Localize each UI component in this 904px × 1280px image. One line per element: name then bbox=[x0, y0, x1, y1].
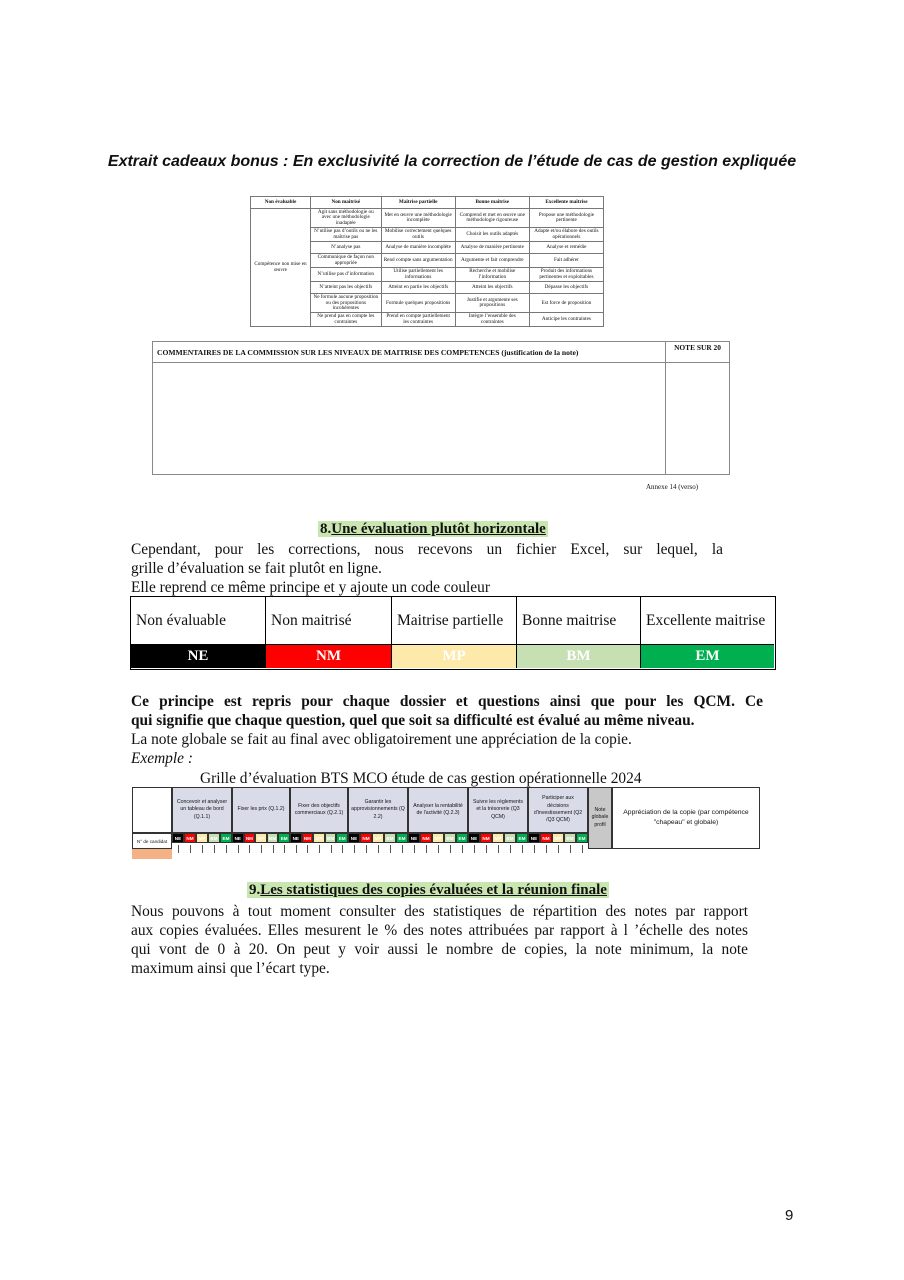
rubric-cell: Communique de façon non appropriée bbox=[311, 254, 382, 268]
rubric-cell: N’atteint pas les objectifs bbox=[311, 282, 382, 294]
rubric-cell: Adapte et/ou élabore des outils opérationnels bbox=[529, 228, 603, 242]
grid-code-cell: MP bbox=[432, 833, 444, 843]
section-9-heading bbox=[247, 882, 609, 899]
grid-entry-tick bbox=[307, 845, 308, 853]
grid-blank-header bbox=[132, 787, 172, 833]
rubric-cell: Comprend et met en œuvre une méthodologie rigoureuse bbox=[455, 209, 529, 228]
grid-code-cell: EM bbox=[576, 833, 588, 843]
rubric-cell: Produit des informations pertinentes et exploitables bbox=[529, 268, 603, 282]
grid-code-cell: NM bbox=[360, 833, 372, 843]
grid-code-cell: BM bbox=[444, 833, 456, 843]
grid-column-header: Suivre les règlements et la trésorerie (Q3 QCM) bbox=[468, 787, 528, 833]
section-8-title: Une évaluation plutôt horizontale bbox=[331, 521, 546, 537]
rubric-cell: N’analyse pas bbox=[311, 242, 382, 254]
grid-code-cell: BM bbox=[564, 833, 576, 843]
grid-entry-tick bbox=[378, 845, 379, 853]
legend-label-ne: Non évaluable bbox=[131, 597, 266, 644]
note-sur-20-label: NOTE SUR 20 bbox=[666, 342, 729, 363]
grid-code-cell: MP bbox=[196, 833, 208, 843]
rubric-cell: Ne prend pas en compte les contraintes bbox=[311, 313, 382, 327]
commission-header: COMMENTAIRES DE LA COMMISSION SUR LES NIVEAUX DE MAITRISE DES COMPETENCES (justification de la note) bbox=[153, 342, 665, 363]
grid-column-header: Fixer les prix (Q.1.2) bbox=[232, 787, 290, 833]
grid-code-cell: BM bbox=[384, 833, 396, 843]
rubric-cell: Choisit les outils adaptés bbox=[455, 228, 529, 242]
grid-entry-tick bbox=[474, 845, 475, 853]
grid-entry-tick bbox=[342, 845, 343, 853]
section-9-title: Les statistiques des copies évaluées et la réunion finale bbox=[260, 882, 607, 898]
legend-code-bm: BM bbox=[517, 644, 641, 668]
grid-code-cell: NM bbox=[244, 833, 256, 843]
legend-code-ne: NE bbox=[131, 644, 266, 668]
legend-code-nm: NM bbox=[266, 644, 392, 668]
grid-code-cell: BM bbox=[504, 833, 516, 843]
rubric-header: Bonne maîtrise bbox=[455, 197, 529, 209]
grid-column-header: Participer aux décisions d'investissement (Q2 /Q3 QCM) bbox=[528, 787, 588, 833]
grid-code-cell: EM bbox=[396, 833, 408, 843]
document-header-title: Extrait cadeaux bonus : En exclusivité la correction de l’étude de cas de gestion expliquée bbox=[107, 153, 797, 170]
legend-label-mp: Maitrise partielle bbox=[392, 597, 517, 644]
grid-entry-tick bbox=[510, 845, 511, 853]
example-label: Exemple : bbox=[131, 750, 193, 767]
grid-entry-tick bbox=[390, 845, 391, 853]
grid-candidate-cell bbox=[132, 849, 172, 859]
principle-bold-line1: Ce principe est repris pour chaque dossier et questions ainsi que pour les QCM. Ce bbox=[131, 693, 763, 710]
rubric-cell: Agit sans méthodologie ou avec une méthodologie inadaptée bbox=[311, 209, 382, 228]
grid-code-cell: NE bbox=[172, 833, 184, 843]
rubric-first-col: Compétence non mise en œuvre bbox=[251, 209, 311, 327]
grid-code-cell: MP bbox=[313, 833, 325, 843]
grid-candidate-label: N° de candidat bbox=[132, 833, 172, 849]
grid-entry-tick bbox=[190, 845, 191, 853]
annexe-label: Annexe 14 (verso) bbox=[646, 483, 699, 491]
grid-entry-tick bbox=[414, 845, 415, 853]
grid-appreciation: Appréciation de la copie (par compétence "chapeau" et globale) bbox=[612, 787, 760, 849]
grid-entry-tick bbox=[238, 845, 239, 853]
rubric-cell: Intègre l’ensemble des contraintes bbox=[455, 313, 529, 327]
grid-code-cell: NE bbox=[408, 833, 420, 843]
section-9-line4: maximum ainsi que l’écart type. bbox=[131, 960, 330, 977]
rubric-row bbox=[251, 209, 604, 228]
section-9-number: 9. bbox=[249, 882, 261, 898]
rubric-cell: Argumente et fait comprendre bbox=[455, 254, 529, 268]
rubric-cell: Analyse de manière pertinente bbox=[455, 242, 529, 254]
grid-entry-tick bbox=[546, 845, 547, 853]
grid-entry-tick bbox=[178, 845, 179, 853]
grid-entry-tick bbox=[582, 845, 583, 853]
grid-code-cell: NM bbox=[540, 833, 552, 843]
rubric-cell: Justifie et argumente ses propositions bbox=[455, 294, 529, 313]
rubric-header: Maîtrise partielle bbox=[381, 197, 455, 209]
section-8-heading bbox=[318, 521, 548, 538]
section-9-line2: aux copies évaluées. Elles mesurent le % des notes attribuées par rapport à l ’échelle des notes bbox=[131, 922, 748, 939]
legend-code-em: EM bbox=[641, 644, 774, 668]
section-8-para-line1: Cependant, pour les corrections, nous recevons un fichier Excel, sur lequel, la bbox=[131, 541, 723, 558]
competency-rubric-table bbox=[250, 196, 604, 327]
commission-comments-box bbox=[152, 341, 730, 475]
grid-code-cell: MP bbox=[372, 833, 384, 843]
legend-code-mp: MP bbox=[392, 644, 517, 668]
grid-entry-tick bbox=[284, 845, 285, 853]
grid-code-cell: MP bbox=[492, 833, 504, 843]
grid-code-cell: EM bbox=[278, 833, 290, 843]
rubric-cell: N’utilise pas d’outils ou ne les maîtrise pas bbox=[311, 228, 382, 242]
principle-bold-line2: qui signifie que chaque question, quel que soit sa difficulté est évalué au même niveau. bbox=[131, 712, 695, 729]
rubric-header: Non maîtrisé bbox=[311, 197, 382, 209]
rubric-cell: Ne formule aucune proposition ou des propositions incohérentes bbox=[311, 294, 382, 313]
grid-title: Grille d’évaluation BTS MCO étude de cas gestion opérationnelle 2024 bbox=[200, 770, 642, 787]
rubric-cell: Anticipe les contraintes bbox=[529, 313, 603, 327]
grid-entry-tick bbox=[486, 845, 487, 853]
rubric-header-row bbox=[251, 197, 604, 209]
grid-entry-tick bbox=[226, 845, 227, 853]
grid-code-cell: EM bbox=[456, 833, 468, 843]
grid-entry-tick bbox=[331, 845, 332, 853]
grid-code-cell: BM bbox=[208, 833, 220, 843]
grid-code-cell: NE bbox=[290, 833, 302, 843]
grid-entry-tick bbox=[296, 845, 297, 853]
grid-entry-tick bbox=[426, 845, 427, 853]
rubric-cell: Rend compte sans argumentation bbox=[381, 254, 455, 268]
grid-code-cell: MP bbox=[255, 833, 267, 843]
grid-code-cell: NM bbox=[184, 833, 196, 843]
grid-entry-tick bbox=[366, 845, 367, 853]
section-9-line3: qui vont de 0 à 20. On peut y voir aussi le nombre de copies, la note minimum, la note bbox=[131, 941, 748, 958]
grid-entry-tick bbox=[438, 845, 439, 853]
grid-code-cell: EM bbox=[336, 833, 348, 843]
grid-entry-tick bbox=[261, 845, 262, 853]
grid-column-header: Concevoir et analyser un tableau de bord (Q.1.1) bbox=[172, 787, 232, 833]
rubric-header: Excellente maîtrise bbox=[529, 197, 603, 209]
grid-entry-tick bbox=[450, 845, 451, 853]
grid-code-cell: NE bbox=[232, 833, 244, 843]
rubric-cell: Propose une méthodologie pertinente bbox=[529, 209, 603, 228]
rubric-header: Non évaluable bbox=[251, 197, 311, 209]
rubric-cell: Analyse et remédie bbox=[529, 242, 603, 254]
rubric-cell: Fait adhérer bbox=[529, 254, 603, 268]
legend-label-bm: Bonne maitrise bbox=[517, 597, 641, 644]
grid-entry-tick bbox=[402, 845, 403, 853]
rubric-cell: Est force de proposition bbox=[529, 294, 603, 313]
grid-code-cell: BM bbox=[325, 833, 337, 843]
rubric-cell: Met en œuvre une méthodologie incomplète bbox=[381, 209, 455, 228]
grid-code-cell: EM bbox=[220, 833, 232, 843]
rubric-cell: Mobilise correctement quelques outils bbox=[381, 228, 455, 242]
grid-entry-tick bbox=[214, 845, 215, 853]
grid-entry-tick bbox=[354, 845, 355, 853]
grid-entry-tick bbox=[249, 845, 250, 853]
rubric-cell: Dépasse les objectifs bbox=[529, 282, 603, 294]
rubric-cell: N’utilise pas d’information bbox=[311, 268, 382, 282]
grid-entry-tick bbox=[319, 845, 320, 853]
grid-code-cell: NE bbox=[468, 833, 480, 843]
page-number: 9 bbox=[785, 1207, 794, 1224]
rubric-cell: Analyse de manière incomplète bbox=[381, 242, 455, 254]
grid-entry-tick bbox=[570, 845, 571, 853]
rubric-cell: Utilise partiellement les informations bbox=[381, 268, 455, 282]
grid-column-header: Analyser la rentabilité de l'activité (Q.2.3) bbox=[408, 787, 468, 833]
grid-code-cell: MP bbox=[552, 833, 564, 843]
legend-label-nm: Non maitrisé bbox=[266, 597, 392, 644]
rubric-cell: Formule quelques propositions bbox=[381, 294, 455, 313]
rubric-cell: Prend en compte partiellement les contraintes bbox=[381, 313, 455, 327]
section-8-number: 8. bbox=[320, 521, 332, 537]
grid-column-header: Fixer des objectifs commerciaux (Q.2.1) bbox=[290, 787, 348, 833]
grid-code-cell: EM bbox=[516, 833, 528, 843]
grid-entry-tick bbox=[558, 845, 559, 853]
grid-entry-tick bbox=[273, 845, 274, 853]
grid-entry-tick bbox=[462, 845, 463, 853]
grid-code-cell: NE bbox=[528, 833, 540, 843]
grid-entry-tick bbox=[202, 845, 203, 853]
rubric-cell: Atteint les objectifs bbox=[455, 282, 529, 294]
grid-entry-tick bbox=[534, 845, 535, 853]
grid-entry-tick bbox=[522, 845, 523, 853]
grid-entry-tick bbox=[498, 845, 499, 853]
rubric-cell: Recherche et mobilise l’information bbox=[455, 268, 529, 282]
rubric-cell: Atteint en partie les objectifs bbox=[381, 282, 455, 294]
grid-column-header: Garantir les approvisionnements (Q 2.2) bbox=[348, 787, 408, 833]
evaluation-grid bbox=[132, 787, 760, 859]
grid-note-globale: Note globale profil bbox=[588, 787, 612, 849]
grid-code-cell: BM bbox=[267, 833, 279, 843]
grid-code-cell: NE bbox=[348, 833, 360, 843]
legend-label-em: Excellente maitrise bbox=[646, 611, 766, 629]
section-8-para-2: Elle reprend ce même principe et y ajoute un code couleur bbox=[131, 579, 490, 596]
grid-code-cell: NM bbox=[480, 833, 492, 843]
principle-line3: La note globale se fait au final avec obligatoirement une appréciation de la copie. bbox=[131, 731, 632, 748]
grid-code-cell: NM bbox=[302, 833, 314, 843]
grid-code-cell: NM bbox=[420, 833, 432, 843]
color-code-legend bbox=[130, 596, 776, 670]
section-9-line1: Nous pouvons à tout moment consulter des statistiques de répartition des notes par rapport bbox=[131, 903, 748, 920]
section-8-para-line2: grille d’évaluation se fait plutôt en ligne. bbox=[131, 560, 382, 577]
